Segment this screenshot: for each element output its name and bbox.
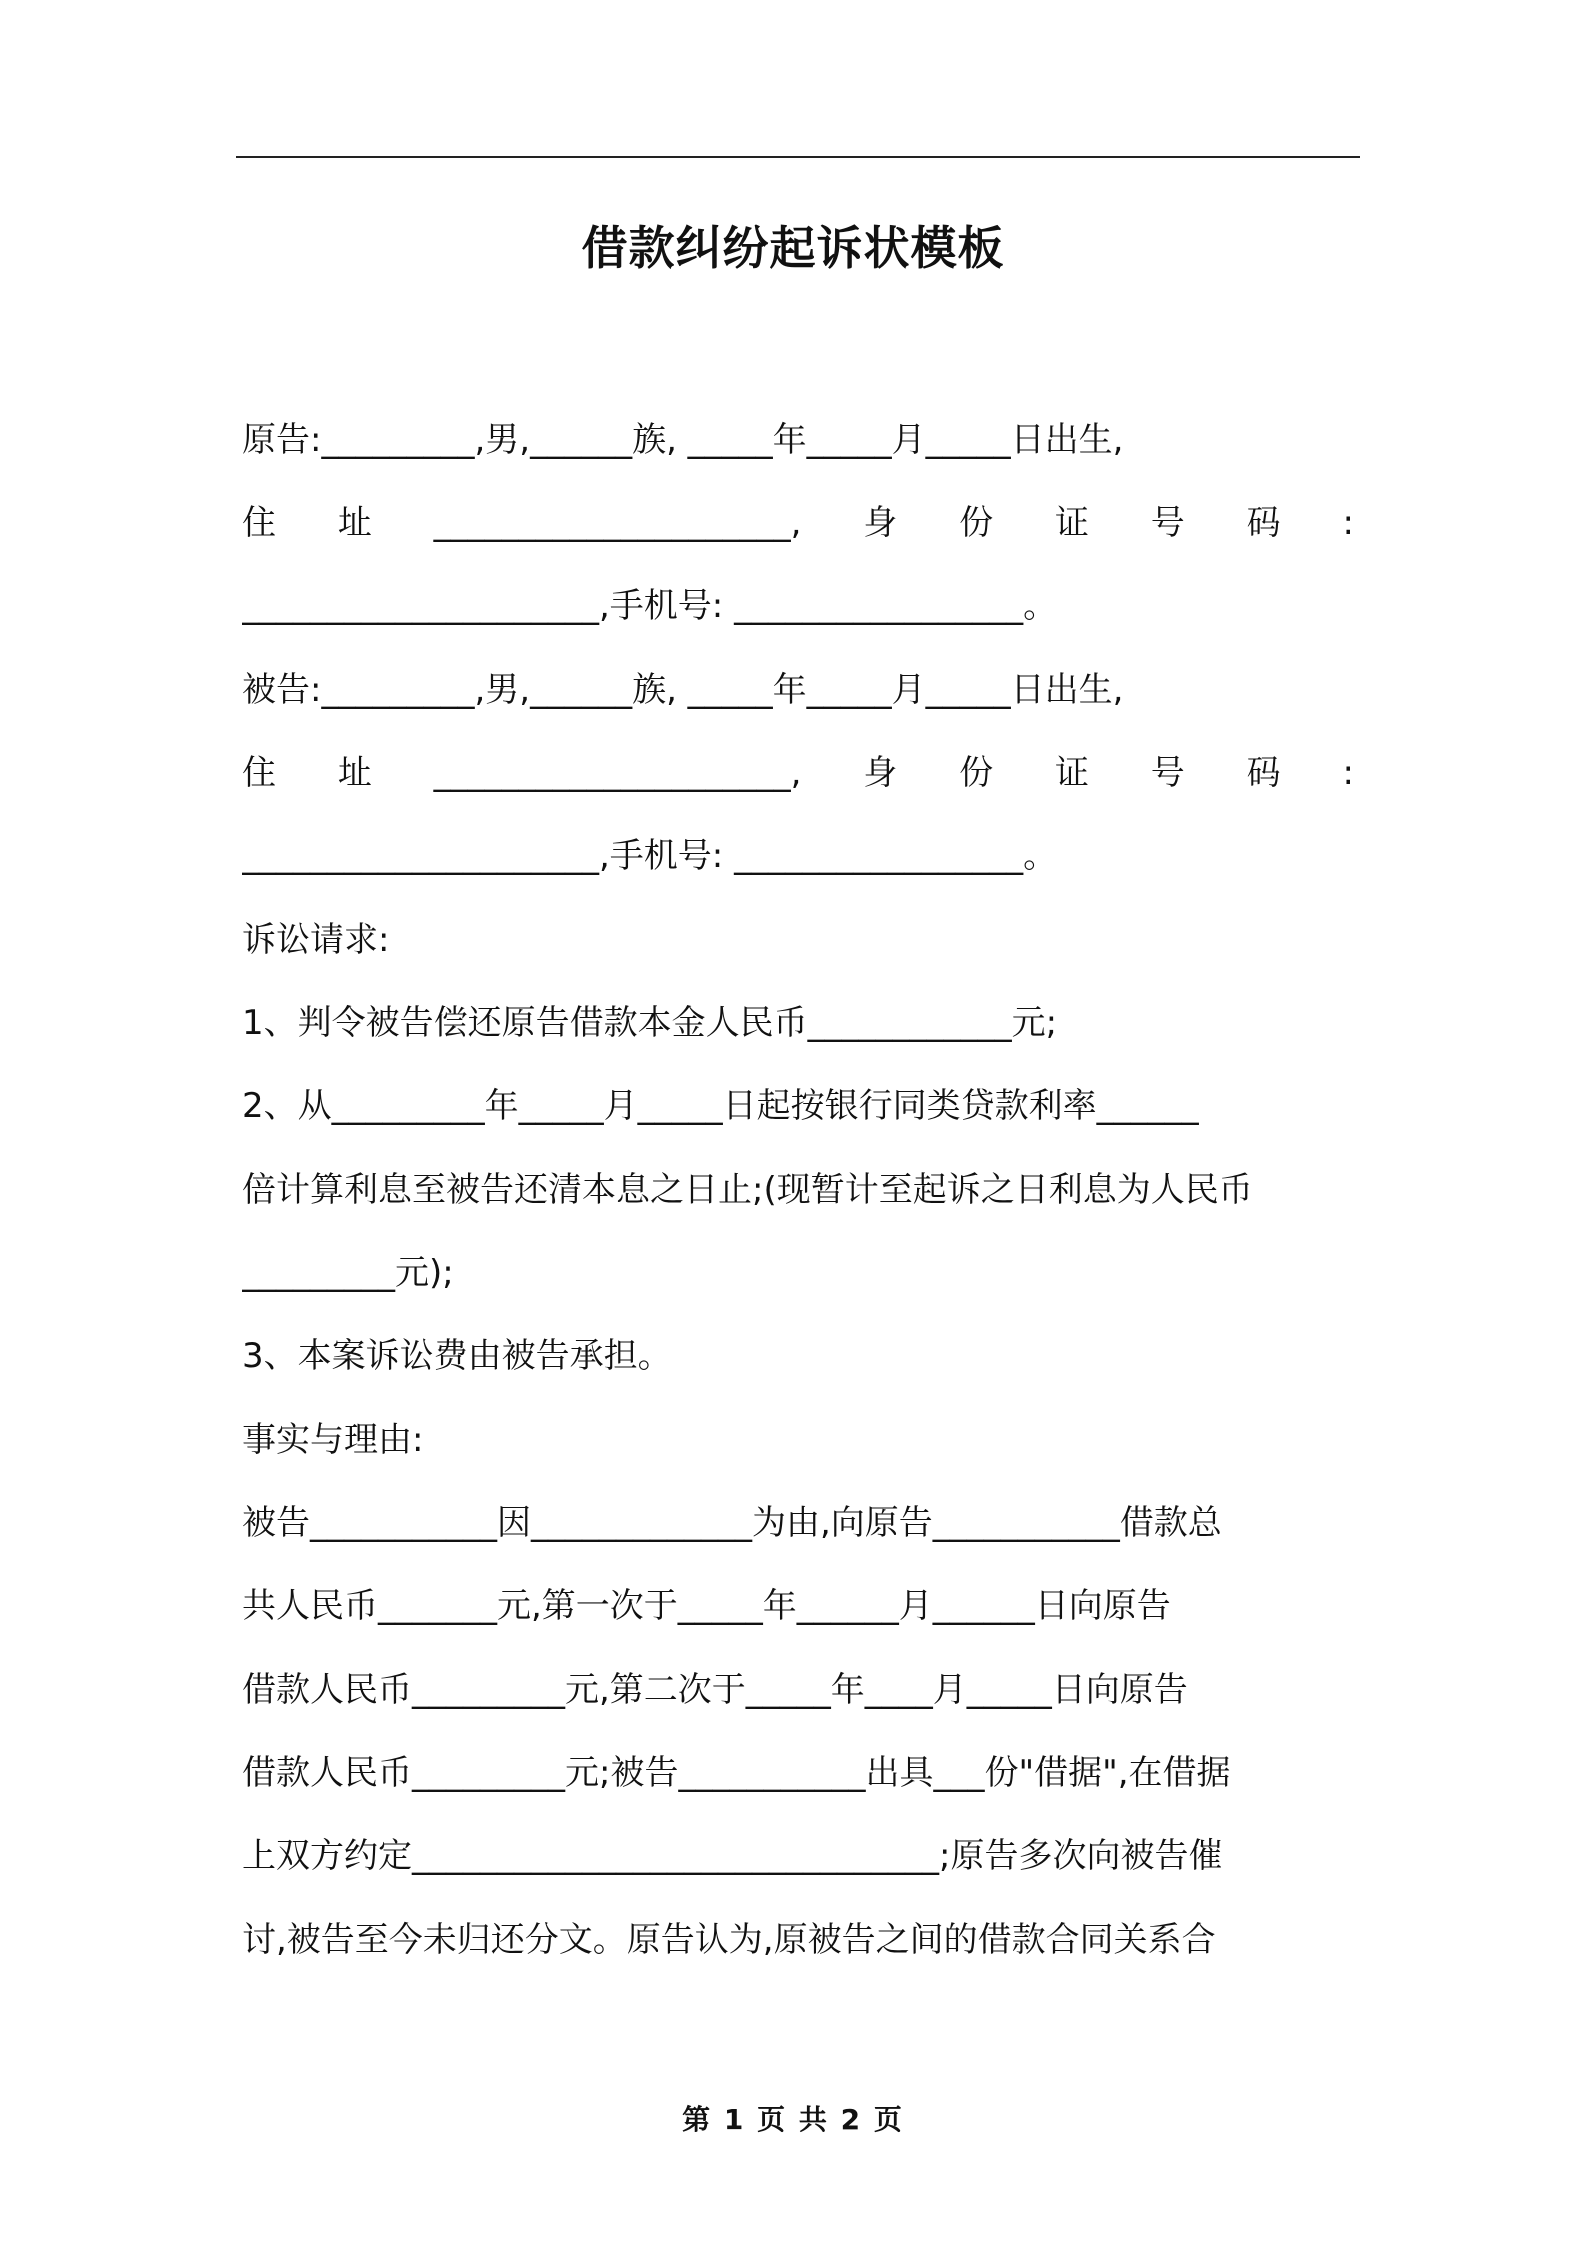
- claim-item-1: 1、判令被告偿还原告借款本金人民币____________元;: [242, 1003, 1058, 1043]
- facts-line: 讨,被告至今未归还分文。原告认为,原被告之间的借款合同关系合: [242, 1920, 1216, 1960]
- claim-item-2-line-3: _________元);: [242, 1253, 454, 1293]
- claims-heading: 诉讼请求:: [242, 920, 390, 960]
- plaintiff-phone-line: _____________________,手机号: _________________。: [242, 586, 1058, 626]
- id-label-char: 份: [959, 753, 994, 793]
- facts-line: 被告___________因_____________为由,向原告___________借款总: [242, 1503, 1222, 1543]
- id-label-colon: :: [1342, 503, 1354, 543]
- claim-item-3: 3、本案诉讼费由被告承担。: [242, 1336, 672, 1376]
- claim-item-2-line-1: 2、从_________年_____月_____日起按银行同类贷款利率______: [242, 1086, 1199, 1126]
- id-label-char: 证: [1054, 503, 1089, 543]
- facts-line: 上双方约定_______________________________;原告多次向被告催: [242, 1836, 1223, 1876]
- facts-heading: 事实与理由:: [242, 1420, 424, 1460]
- id-label-char: 身: [863, 753, 898, 793]
- id-label-char: 证: [1054, 753, 1089, 793]
- facts-line: 共人民币_______元,第一次于_____年______月______日向原告: [242, 1586, 1171, 1626]
- address-label-char: 址: [337, 503, 372, 543]
- address-blank: _____________________,: [433, 503, 802, 543]
- id-label-char: 号: [1150, 503, 1185, 543]
- id-label-char: 码: [1246, 753, 1281, 793]
- id-label-colon: :: [1342, 753, 1354, 793]
- defendant-address-line: [242, 753, 1354, 793]
- header-rule: [236, 156, 1360, 158]
- id-label-char: 份: [959, 503, 994, 543]
- id-label-char: 码: [1246, 503, 1281, 543]
- id-label-char: 号: [1150, 753, 1185, 793]
- defendant-phone-line: _____________________,手机号: _________________。: [242, 836, 1058, 876]
- claim-item-2-line-2: 倍计算利息至被告还清本息之日止;(现暂计至起诉之日利息为人民币: [242, 1170, 1253, 1210]
- plaintiff-info-line: 原告:_________,男,______族, _____年_____月_____日出生,: [242, 420, 1124, 460]
- address-label-char: 住: [242, 503, 276, 543]
- address-blank: _____________________,: [433, 753, 802, 793]
- document-title: 借款纠纷起诉状模板: [581, 221, 1005, 275]
- address-label-char: 址: [337, 753, 372, 793]
- defendant-info-line: 被告:_________,男,______族, _____年_____月_____日出生,: [242, 670, 1124, 710]
- id-label-char: 身: [863, 503, 898, 543]
- facts-line: 借款人民币_________元;被告___________出具___份"借据",在借据: [242, 1753, 1231, 1793]
- plaintiff-address-line: [242, 503, 1354, 543]
- facts-line: 借款人民币_________元,第二次于_____年____月_____日向原告: [242, 1670, 1188, 1710]
- address-label-char: 住: [242, 753, 276, 793]
- page-number-footer: 第 1 页 共 2 页: [682, 2103, 904, 2136]
